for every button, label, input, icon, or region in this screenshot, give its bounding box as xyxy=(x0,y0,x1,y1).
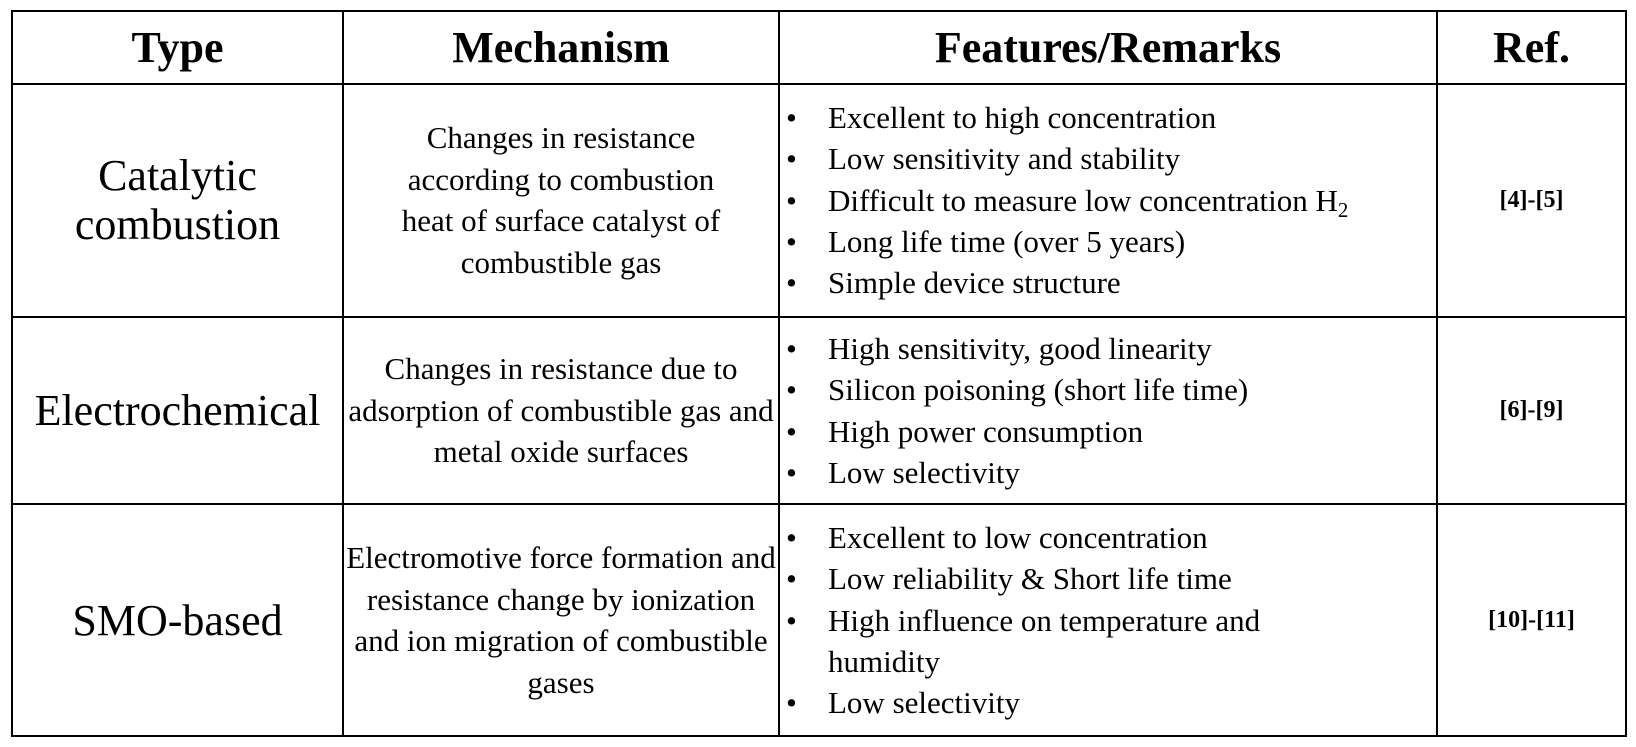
bullet: • xyxy=(786,223,797,259)
type-cell: Catalytic combustion xyxy=(12,84,343,317)
mechanism-cell: Changes in resistance according to combustion heat of surface catalyst of combustible gas xyxy=(343,84,779,317)
feature-text: High power consumption xyxy=(828,413,1144,449)
table-row xyxy=(12,84,1626,317)
feature-text: Silicon poisoning (short life time) xyxy=(828,372,1249,408)
ref-cell: [6]-[9] xyxy=(1437,317,1626,505)
feature-text: High sensitivity, good linearity xyxy=(828,331,1212,367)
feature-text: Simple device structure xyxy=(828,265,1121,301)
feature-text: Low selectivity xyxy=(828,685,1020,721)
ref-cell: [4]-[5] xyxy=(1437,84,1626,317)
bullet: • xyxy=(786,685,797,721)
list-item xyxy=(780,180,1436,221)
bullet: • xyxy=(786,265,797,301)
bullet: • xyxy=(786,182,797,218)
feature-text: Low reliability & Short life time xyxy=(828,561,1232,597)
table-row xyxy=(12,504,1626,736)
header-row xyxy=(12,11,1626,84)
feature-text: Difficult to measure low concentration H xyxy=(828,182,1338,218)
features-list xyxy=(780,517,1436,723)
features-cell xyxy=(779,84,1437,317)
list-item xyxy=(780,97,1436,138)
bullet: • xyxy=(786,372,797,408)
type-cell: Electrochemical xyxy=(12,317,343,505)
mechanism-cell: Changes in resistance due to adsorption of combustible gas and metal oxide surfaces xyxy=(343,317,779,505)
bullet: • xyxy=(786,100,797,136)
header-ref: Ref. xyxy=(1437,11,1626,84)
feature-text: Low selectivity xyxy=(828,454,1020,490)
features-list xyxy=(780,97,1436,303)
header-features: Features/Remarks xyxy=(779,11,1437,84)
list-item xyxy=(780,328,1436,369)
sensor-comparison-table xyxy=(11,10,1627,737)
feature-text: Low sensitivity and stability xyxy=(828,141,1181,177)
list-item xyxy=(780,411,1436,452)
feature-text: Excellent to low concentration xyxy=(828,520,1208,556)
list-item xyxy=(780,452,1436,493)
bullet: • xyxy=(786,413,797,449)
list-item xyxy=(780,600,1436,682)
feature-text: Long life time (over 5 years) xyxy=(828,223,1186,259)
bullet: • xyxy=(786,602,797,638)
list-item xyxy=(780,138,1436,179)
bullet: • xyxy=(786,561,797,597)
bullet: • xyxy=(786,141,797,177)
features-cell xyxy=(779,504,1437,736)
list-item xyxy=(780,262,1436,303)
header-mechanism: Mechanism xyxy=(343,11,779,84)
list-item xyxy=(780,369,1436,410)
list-item xyxy=(780,558,1436,599)
ref-cell: [10]-[11] xyxy=(1437,504,1626,736)
type-cell: SMO-based xyxy=(12,504,343,736)
table-row xyxy=(12,317,1626,505)
list-item xyxy=(780,517,1436,558)
feature-text: Excellent to high concentration xyxy=(828,100,1217,136)
bullet: • xyxy=(786,520,797,556)
feature-text: High influence on temperature and humidity xyxy=(828,602,1261,679)
bullet: • xyxy=(786,454,797,490)
features-list xyxy=(780,328,1436,493)
list-item xyxy=(780,682,1436,723)
subscript: 2 xyxy=(1337,197,1349,222)
mechanism-cell: Electromotive force formation and resistance change by ionization and ion migration of combustible gases xyxy=(343,504,779,736)
features-cell xyxy=(779,317,1437,505)
list-item xyxy=(780,221,1436,262)
bullet: • xyxy=(786,331,797,367)
header-type: Type xyxy=(12,11,343,84)
